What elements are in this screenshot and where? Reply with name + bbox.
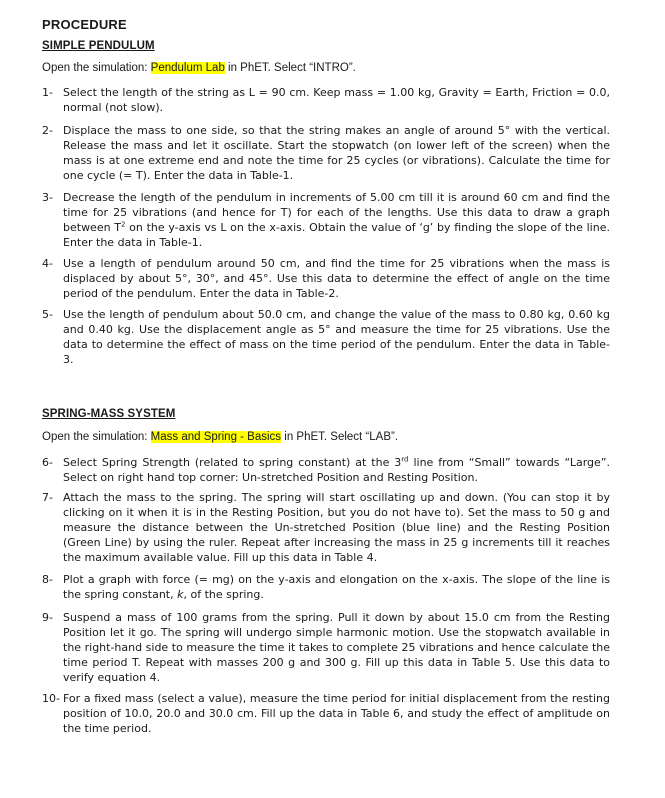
step-text: Select the length of the string as L = 90 cm. Keep mass = 1.00 kg, Gravity = Earth, Friction = 0.0, normal (not slow). [63,86,610,114]
step-text: Suspend a mass of 100 grams from the spring. Pull it down by about 15.0 cm from the Resting Position let it go. The spring will undergo simple harmonic motion. Use the stopwatch available in the right-hand side to measure the time it takes to complete 25 vibrations and hence calculate the time period T. Repeat with masses 200 g and 300 g. Fill up this data in Table 5. Use this data to verify equation 4. [63,611,610,684]
step-number: 1- [42,86,53,99]
spring-intro [42,431,398,443]
pendulum-lab-link[interactable]: Pendulum Lab [150,62,225,74]
step-text [63,455,610,485]
step-number: 3- [42,191,53,204]
step-number: 5- [42,308,53,321]
step-number: 2- [42,124,53,137]
spring-intro-before: Open the simulation: [42,431,151,443]
step-number: 10- [42,692,60,705]
step-number: 8- [42,573,53,586]
step-text: Attach the mass to the spring. The spring will start oscillating up and down. (You can stop it by clicking on it when it is in the Resting Position, but you do not have to). Set the mass to 50 g and measure the distance between the Un-stretched Position (blue line) and the Resting Position (Green Line) by using the ruler. Repeat after increasing the mass in 25 g increments till it reaches the maximum available value. Fill up this data in Table 4. [63,491,610,564]
step-text-a: Decrease the length of the pendulum in increments of 5.00 cm till it is around 60 cm and find the time for 25 vibrations (and hence for T) for each of the lengths. Use this data to draw a graph between T [63,191,610,234]
mass-spring-link[interactable]: Mass and Spring - Basics [150,431,282,443]
step-text [63,190,610,250]
procedure-heading: PROCEDURE [42,17,127,32]
pendulum-intro [42,62,356,74]
step-text-b: line from “Small” towards “Large”. Select on right hand top corner: Un-stretched Position and Resting Position. [63,456,610,484]
step-text-a: Plot a graph with force (= mg) on the y-axis and elongation on the x-axis. The slope of the line is the spring constant, [63,573,610,601]
pendulum-intro-after: in PhET. Select “INTRO”. [224,62,356,74]
step-number: 9- [42,611,53,624]
step-number: 7- [42,491,53,504]
step-text: Use the length of pendulum about 50.0 cm, and change the value of the mass to 0.80 kg, 0.60 kg and 0.40 kg. Use the displacement angle as 5° and measure the time for 25 vibrations. Use the data to determine the effect of mass on the time period of the pendulum. Enter the data in Table-3. [63,308,610,366]
step-sup: rd [401,455,409,464]
step-sup: 2 [121,220,126,229]
step-text-b: on the y-axis vs L on the x-axis. Obtain the value of ‘g’ by finding the slope of the line. Enter the data in Table-1. [63,221,610,249]
spring-heading: SPRING-MASS SYSTEM [42,408,176,420]
pendulum-heading: SIMPLE PENDULUM [42,40,155,52]
step-text-a: Select Spring Strength (related to spring constant) at the 3 [63,456,402,469]
step-text: Displace the mass to one side, so that the string makes an angle of around 5° with the vertical. Release the mass and let it oscillate. Start the stopwatch (on lower left of the screen) when the mass is at one extreme end and note the time for 25 cycles (or vibrations). Calculate the time for one cycle (= T). Enter the data in Table-1. [63,124,610,182]
step-text: Use a length of pendulum around 50 cm, and find the time for 25 vibrations when the mass is displaced by about 5°, 30°, and 45°. Use this data to determine the effect of angle on the time period of the pendulum. Enter the data in Table-2. [63,257,610,300]
step-italic: k [177,588,184,601]
step-text [63,572,610,602]
step-text-b: , of the spring. [183,588,264,601]
step-text: For a fixed mass (select a value), measure the time period for initial displacement from the resting position of 10.0, 20.0 and 30.0 cm. Fill up the data in Table 6, and study the effect of amplitude on the time period. [63,692,610,735]
step-number: 4- [42,257,53,270]
step-number: 6- [42,456,53,469]
pendulum-intro-before: Open the simulation: [42,62,151,74]
spring-intro-after: in PhET. Select “LAB”. [281,431,399,443]
